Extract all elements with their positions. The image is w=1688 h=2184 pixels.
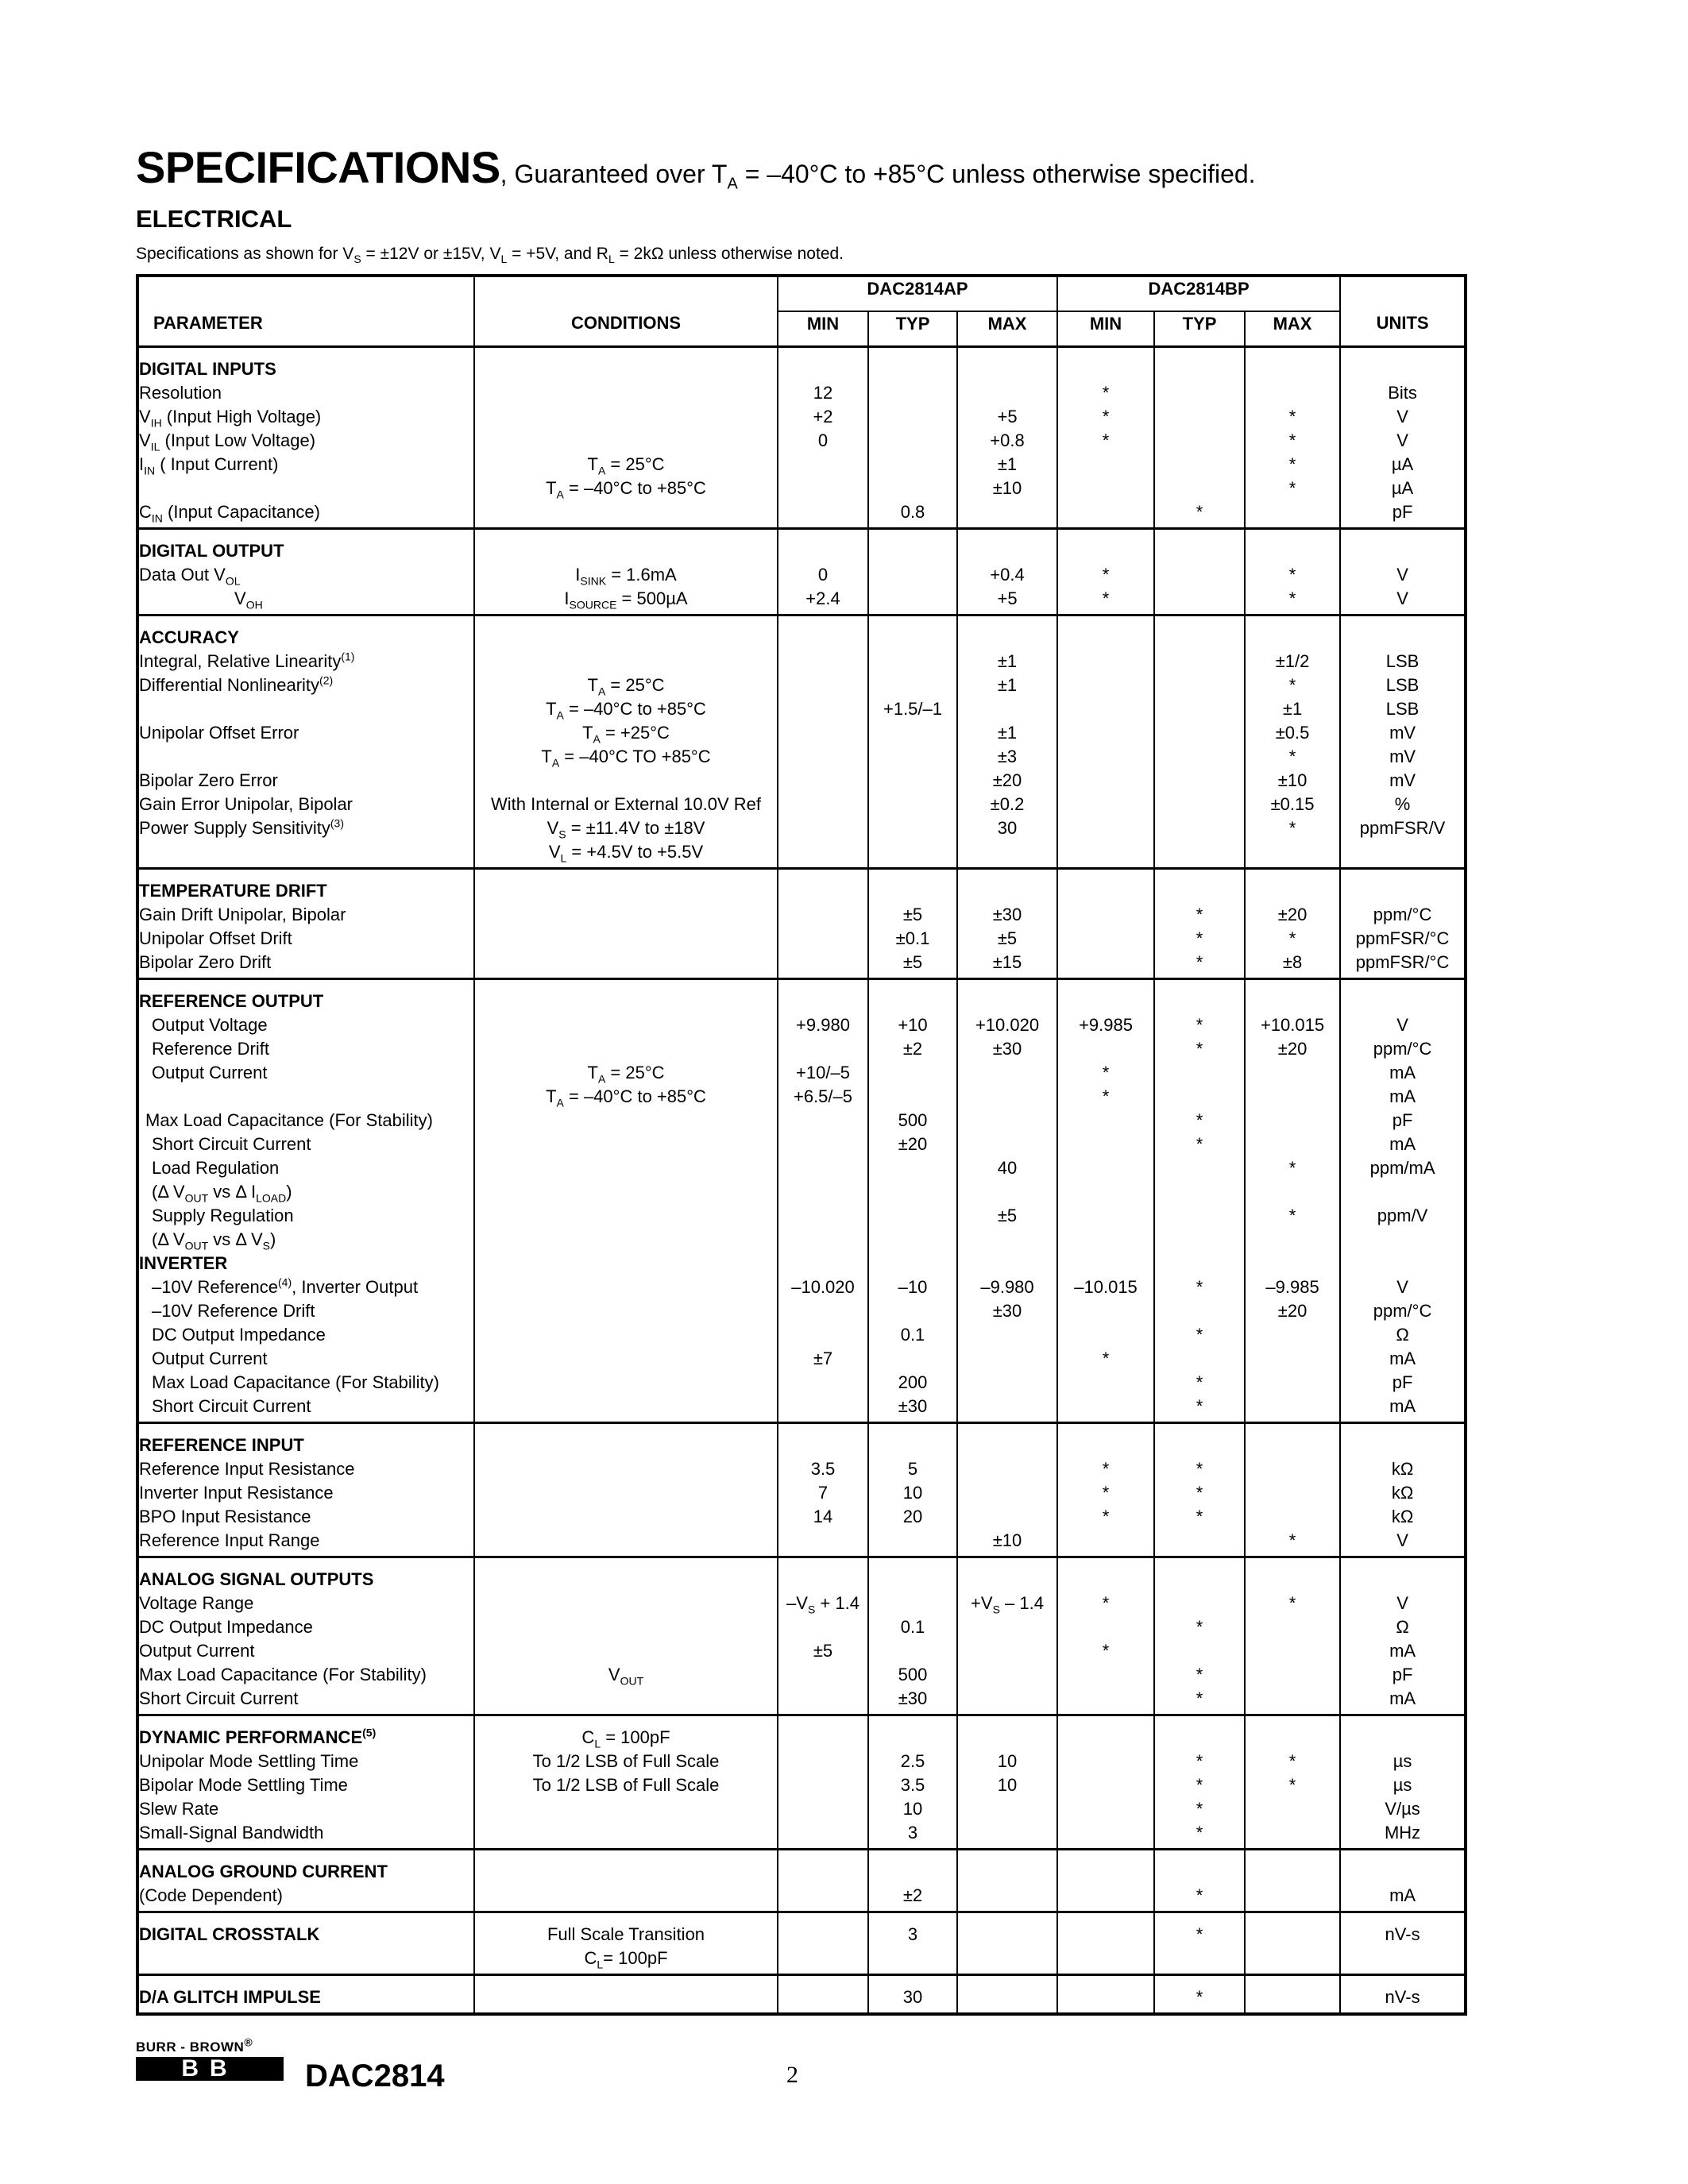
spec-group: [137, 347, 1466, 529]
b-typ-header: TYP: [1154, 311, 1245, 347]
a-typ-cell: 0.1 500 ±30: [868, 1557, 957, 1715]
units-cell: V ppm/°C mA mA pF mA ppm/mA ppm/V V ppm/°C Ω mA pF mA: [1340, 979, 1466, 1423]
b-max-cell: *: [1245, 1423, 1340, 1557]
a-typ-cell: 3: [868, 1912, 957, 1975]
units-cell: nV-s: [1340, 1912, 1466, 1975]
b-min-cell: * * *: [1057, 1423, 1154, 1557]
parameter-cell: REFERENCE INPUT Reference Input Resistance Inverter Input Resistance BPO Input Resistance Reference Input Range: [137, 1423, 474, 1557]
units-cell: kΩ kΩ kΩ V: [1340, 1423, 1466, 1557]
a-max-cell: +0.4 +5: [957, 529, 1057, 615]
conditions-note: Specifications as shown for $V_S = \pm 12V$ or ±15V, $V_L = +5V$, and $R_L = 2k\Omega$ unless otherwise noted.: [136, 245, 844, 266]
a-typ-header: TYP: [868, 311, 957, 347]
page-title: [136, 141, 1256, 193]
spec-group: [137, 1850, 1466, 1912]
b-max-cell: * * * *: [1245, 347, 1340, 529]
b-typ-cell: * * * * * * * *: [1154, 979, 1245, 1423]
conditions-cell: [474, 1423, 778, 1557]
a-typ-cell: 2.5 3.5 10 3: [868, 1715, 957, 1850]
parameter-cell: DIGITAL CROSSTALK: [137, 1912, 474, 1975]
burr-brown-logo: [136, 2035, 284, 2082]
a-typ-cell: 30: [868, 1975, 957, 2015]
parameter-cell: ACCURACY Integral, Relative Linearity$^{(1)}$ Differential Nonlinearity$^{(2)}$ Unipolar Offset Error Bipolar Zero Error Gain Error Unipolar, Bipolar Power Supply Sensitivity$^{(3)}$: [137, 615, 474, 869]
b-typ-cell: *: [1154, 1912, 1245, 1975]
parameter-cell: D/A GLITCH IMPULSE: [137, 1975, 474, 2015]
a-max-cell: ±1 ±1 ±1 ±3 ±20 ±0.2 30: [957, 615, 1057, 869]
b-min-cell: [1057, 1850, 1154, 1912]
units-cell: V Ω mA pF mA: [1340, 1557, 1466, 1715]
units-cell: V V: [1340, 529, 1466, 615]
b-max-cell: * *: [1245, 1715, 1340, 1850]
b-typ-cell: [1154, 529, 1245, 615]
title-main: SPECIFICATIONS: [136, 142, 500, 192]
spec-table: [136, 274, 1467, 2016]
b-typ-cell: [1154, 615, 1245, 869]
parameter-cell: ANALOG SIGNAL OUTPUTS Voltage Range DC Output Impedance Output Current Max Load Capacitance (For Stability) Short Circuit Current: [137, 1557, 474, 1715]
parameter-cell: TEMPERATURE DRIFT Gain Drift Unipolar, Bipolar Unipolar Offset Drift Bipolar Zero Drift: [137, 869, 474, 979]
units-header: UNITS: [1340, 311, 1466, 347]
conditions-cell: [474, 1850, 778, 1912]
b-min-header: MIN: [1057, 311, 1154, 347]
b-max-cell: [1245, 1912, 1340, 1975]
a-typ-cell: ±5 ±0.1 ±5: [868, 869, 957, 979]
a-min-cell: [778, 1912, 868, 1975]
a-min-cell: [778, 1850, 868, 1912]
b-min-cell: * *: [1057, 1557, 1154, 1715]
b-max-header: MAX: [1245, 311, 1340, 347]
a-max-cell: [957, 1975, 1057, 2015]
spec-group: [137, 979, 1466, 1423]
a-min-cell: [778, 615, 868, 869]
b-min-cell: [1057, 1715, 1154, 1850]
conditions-header: CONDITIONS: [474, 311, 778, 347]
b-typ-cell: * * *: [1154, 1557, 1245, 1715]
conditions-cell: $T_A = 25^\circ C$ $T_A = -40^\circ C$ to +85°C $T_A = +25^\circ C$ $T_A = -40^\circ C$ TO +85°C With Internal or External 10.0V Ref $V_S = \pm 11.4V$ to ±18V $V_L = +4.5V$ to +5.5V: [474, 615, 778, 869]
conditions-cell: [474, 869, 778, 979]
parameter-cell: DYNAMIC PERFORMANCE$^{(5)}$ Unipolar Mode Settling Time Bipolar Mode Settling Time Slew Rate Small-Signal Bandwidth: [137, 1715, 474, 1850]
units-cell: ppm/°C ppmFSR/°C ppmFSR/°C: [1340, 869, 1466, 979]
b-min-cell: [1057, 1975, 1154, 2015]
model-b-header: DAC2814BP: [1057, 276, 1340, 311]
b-min-cell: [1057, 615, 1154, 869]
parameter-cell: DIGITAL OUTPUT Data Out $V_{OL}$ $V_{OH}$: [137, 529, 474, 615]
parameter-cell: DIGITAL INPUTS Resolution $V_{IH}$ (Input High Voltage) $V_{IL}$ (Input Low Voltage) $I_{IN}$ ( Input Current) $C_{IN}$ (Input Capacitance): [137, 347, 474, 529]
units-cell: Bits V V µA µA pF: [1340, 347, 1466, 529]
b-max-cell: ±1/2 * ±1 ±0.5 * ±10 ±0.15 *: [1245, 615, 1340, 869]
a-min-cell: [778, 1715, 868, 1850]
b-typ-cell: * * *: [1154, 1423, 1245, 1557]
units-cell: mA: [1340, 1850, 1466, 1912]
a-typ-cell: 0.8: [868, 347, 957, 529]
a-max-cell: [957, 1912, 1057, 1975]
a-max-cell: +10.020 ±30 40 ±5 –9.980 ±30: [957, 979, 1057, 1423]
parameter-cell: REFERENCE OUTPUT Output Voltage Reference Drift Output Current Max Load Capacitance (For Stability) Short Circuit Current Load Regulation (Δ $V_{OUT}$ vs Δ $I_{LOAD}$) Supply Regulation (Δ $V_{OUT}$ vs Δ $V_S$) INVERTER –10V Reference$^{(4)}$, Inverter Output –10V Reference Drift DC Output Impedance Output Current Max Load Capacitance (For Stability) Short Circuit Current: [137, 979, 474, 1423]
a-min-cell: [778, 1975, 868, 2015]
a-min-cell: 12 +2 0: [778, 347, 868, 529]
a-max-cell: ±30 ±5 ±15: [957, 869, 1057, 979]
a-min-cell: 0 +2.4: [778, 529, 868, 615]
b-max-cell: +10.015 ±20 * * –9.985 ±20: [1245, 979, 1340, 1423]
b-min-cell: [1057, 869, 1154, 979]
conditions-cell: $T_A = 25^\circ C$ $T_A = -40^\circ C$ to +85°C: [474, 979, 778, 1423]
parameter-header: PARAMETER: [137, 311, 474, 347]
units-cell: LSB LSB LSB mV mV mV % ppmFSR/V: [1340, 615, 1466, 869]
a-min-cell: [778, 869, 868, 979]
b-typ-cell: * * *: [1154, 869, 1245, 979]
conditions-cell: [474, 1975, 778, 2015]
spec-group: [137, 1912, 1466, 1975]
spec-group: [137, 869, 1466, 979]
b-typ-cell: *: [1154, 347, 1245, 529]
spec-group: [137, 1423, 1466, 1557]
units-cell: nV-s: [1340, 1975, 1466, 2015]
spec-body: [137, 347, 1466, 2015]
a-typ-cell: 5 10 20: [868, 1423, 957, 1557]
spec-group: [137, 1715, 1466, 1850]
a-max-header: MAX: [957, 311, 1057, 347]
spec-group: [137, 1557, 1466, 1715]
b-min-cell: * * *: [1057, 347, 1154, 529]
page-number: 2: [786, 2062, 798, 2088]
b-max-cell: *: [1245, 1557, 1340, 1715]
a-min-cell: 3.5 7 14: [778, 1423, 868, 1557]
a-min-cell: $-V_S + 1.4$ ±5: [778, 1557, 868, 1715]
a-typ-cell: [868, 529, 957, 615]
bb-logo-icon: BB: [136, 2057, 284, 2081]
conditions-cell: $V_{OUT}$: [474, 1557, 778, 1715]
model-a-header: DAC2814AP: [778, 276, 1057, 311]
a-min-cell: +9.980 +10/–5 +6.5/–5 –10.020 ±7: [778, 979, 868, 1423]
b-min-cell: * *: [1057, 529, 1154, 615]
a-typ-cell: ±2: [868, 1850, 957, 1912]
b-typ-cell: *: [1154, 1975, 1245, 2015]
a-max-cell: 10 10: [957, 1715, 1057, 1850]
a-max-cell: ±10: [957, 1423, 1057, 1557]
b-max-cell: [1245, 1850, 1340, 1912]
a-min-header: MIN: [778, 311, 868, 347]
conditions-cell: $T_A = 25^\circ C$ $T_A = -40^\circ C$ to +85°C: [474, 347, 778, 529]
a-max-cell: $+V_S - 1.4$: [957, 1557, 1057, 1715]
b-max-cell: ±20 * ±8: [1245, 869, 1340, 979]
parameter-cell: ANALOG GROUND CURRENT (Code Dependent): [137, 1850, 474, 1912]
b-typ-cell: *: [1154, 1850, 1245, 1912]
spec-group: [137, 615, 1466, 869]
units-cell: µs µs V/µs MHz: [1340, 1715, 1466, 1850]
brand-name: BURR - BROWN®: [136, 2035, 253, 2055]
a-max-cell: [957, 1850, 1057, 1912]
a-typ-cell: +10 ±2 500 ±20 –10 0.1 200 ±30: [868, 979, 957, 1423]
conditions-cell: $I_{SINK} = 1.6mA$ $I_{SOURCE} = 500\mu A$: [474, 529, 778, 615]
spec-group: [137, 1975, 1466, 2015]
spec-group: [137, 529, 1466, 615]
title-subtitle: , Guaranteed over $T_A = -40^\circ C$ to +85°C unless otherwise specified.: [500, 160, 1256, 193]
a-typ-cell: +1.5/–1: [868, 615, 957, 869]
conditions-cell: $C_L = 100pF$ To 1/2 LSB of Full Scale To 1/2 LSB of Full Scale: [474, 1715, 778, 1850]
section-heading: ELECTRICAL: [136, 205, 292, 233]
footer-model: DAC2814: [305, 2059, 445, 2093]
a-max-cell: +5 +0.8 ±1 ±10: [957, 347, 1057, 529]
b-max-cell: [1245, 1975, 1340, 2015]
b-max-cell: * *: [1245, 529, 1340, 615]
conditions-cell: Full Scale Transition $C_L= 100pF$: [474, 1912, 778, 1975]
b-min-cell: +9.985 * * –10.015 *: [1057, 979, 1154, 1423]
b-min-cell: [1057, 1912, 1154, 1975]
b-typ-cell: * * * *: [1154, 1715, 1245, 1850]
